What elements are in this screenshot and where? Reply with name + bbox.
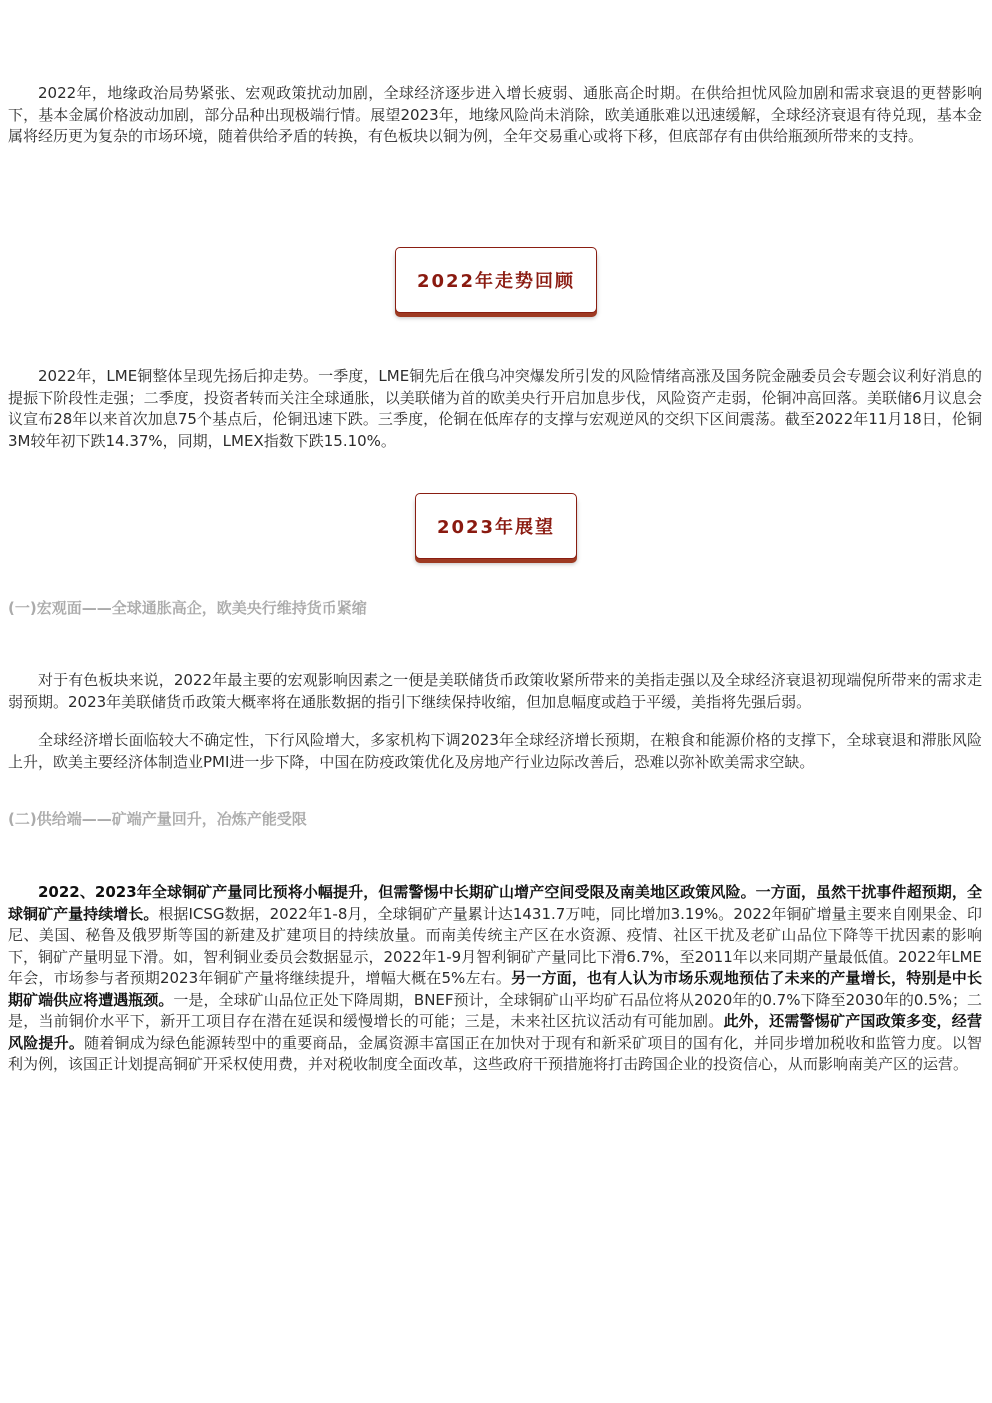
supply-paragraph — [8, 882, 982, 1076]
supply-text-3: 随着铜成为绿色能源转型中的重要商品，金属资源丰富国正在加快对于现有和新采矿项目的国有化，并同步增加税收和监管力度。以智利为例，该国正计划提高铜矿开采权使用费，并对税收制度全面改革，这些政府干预措施将打击跨国企业的投资信心，从而影响南美产区的运营。 — [8, 1033, 982, 1073]
macro-paragraph-2: 全球经济增长面临较大不确定性，下行风险增大，多家机构下调2023年全球经济增长预期，在粮食和能源价格的支撑下，全球衰退和滞胀风险上升，欧美主要经济体制造业PMI进一步下降，中国在防疫政策优化及房地产行业边际改善后，恐难以弥补欧美需求空缺。 — [8, 731, 982, 771]
supply-bold-2: 另一方面，也有人认为市场乐观地预估了未来的产量增长，特别是中长期矿端供应将遭遇瓶颈。 — [8, 969, 982, 1009]
subheading-macro: (一)宏观面——全球通胀高企，欧美央行维持货币紧缩 — [8, 599, 367, 617]
macro-paragraph-1: 对于有色板块来说，2022年最主要的宏观影响因素之一便是美联储货币政策收紧所带来的美指走强以及全球经济衰退初现端倪所带来的需求走弱预期。2023年美联储货币政策大概率将在通胀数据的指引下继续保持收缩，但加息幅度或趋于平缓，美指将先强后弱。 — [8, 671, 982, 711]
supply-bold-1: 2022、2023年全球铜矿产量同比预将小幅提升，但需警惕中长期矿山增产空间受限及南美地区政策风险。一方面，虽然干扰事件超预期，全球铜矿产量持续增长。 — [8, 883, 982, 923]
intro-paragraph: 2022年，地缘政治局势紧张、宏观政策扰动加剧，全球经济逐步进入增长疲弱、通胀高企时期。在供给担忧风险加剧和需求衰退的更替影响下，基本金属价格波动加剧，部分品种出现极端行情。展望2023年，地缘风险尚未消除，欧美通胀难以迅速缓解，全球经济衰退有待兑现，基本金属将经历更为复杂的市场环境，随着供给矛盾的转换，有色板块以铜为例，全年交易重心或将下移，但底部存有由供给瓶颈所带来的支持。 — [8, 84, 982, 145]
subheading-supply: (二)供给端——矿端产量回升，冶炼产能受限 — [8, 810, 307, 828]
supply-text-1: 根据ICSG数据，2022年1-8月，全球铜矿产量累计达1431.7万吨，同比增加3.19%。2022年铜矿增量主要来自刚果金、印尼、美国、秘鲁及俄罗斯等国的新建及扩建项目的持续放量。而南美传统主产区在水资源、疫情、社区干扰及老矿山品位下降等干扰因素的影响下，铜矿产量明显下滑。如，智利铜业委员会数据显示，2022年1-9月智利铜矿产量同比下滑6.7%，至2011年以来同期产量最低值。2022年LME年会，市场参与者预期2023年铜矿产量将继续提升，增幅大概在5%左右。 — [8, 904, 982, 987]
section-title-outlook-label: 2023年展望 — [436, 517, 556, 538]
supply-bold-3: 此外，还需警惕矿产国政策多变，经营风险提升。 — [8, 1012, 982, 1052]
supply-text-2: 一是，全球矿山品位正处下降周期，BNEF预计，全球铜矿山平均矿石品位将从2020年的0.7%下降至2030年的0.5%；二是，当前铜价水平下，新开工项目存在潜在延误和缓慢增长的可能；三是，未来社区抗议活动有可能加剧。 — [8, 990, 982, 1030]
section-title-review-label: 2022年走势回顾 — [416, 271, 576, 292]
section-title-outlook — [415, 493, 577, 559]
review-paragraph: 2022年，LME铜整体呈现先扬后抑走势。一季度，LME铜先后在俄乌冲突爆发所引发的风险情绪高涨及国务院金融委员会专题会议利好消息的提振下阶段性走强；二季度，投资者转而关注全球通胀，以美联储为首的欧美央行开启加息步伐，风险资产走弱，伦铜冲高回落。美联储6月议息会议宣布28年以来首次加息75个基点后，伦铜迅速下跌。三季度，伦铜在低库存的支撑与宏观逆风的交织下区间震荡。截至2022年11月18日，伦铜3M较年初下跌14.37%，同期，LMEX指数下跌15.10%。 — [8, 367, 982, 450]
section-title-review — [395, 247, 597, 313]
